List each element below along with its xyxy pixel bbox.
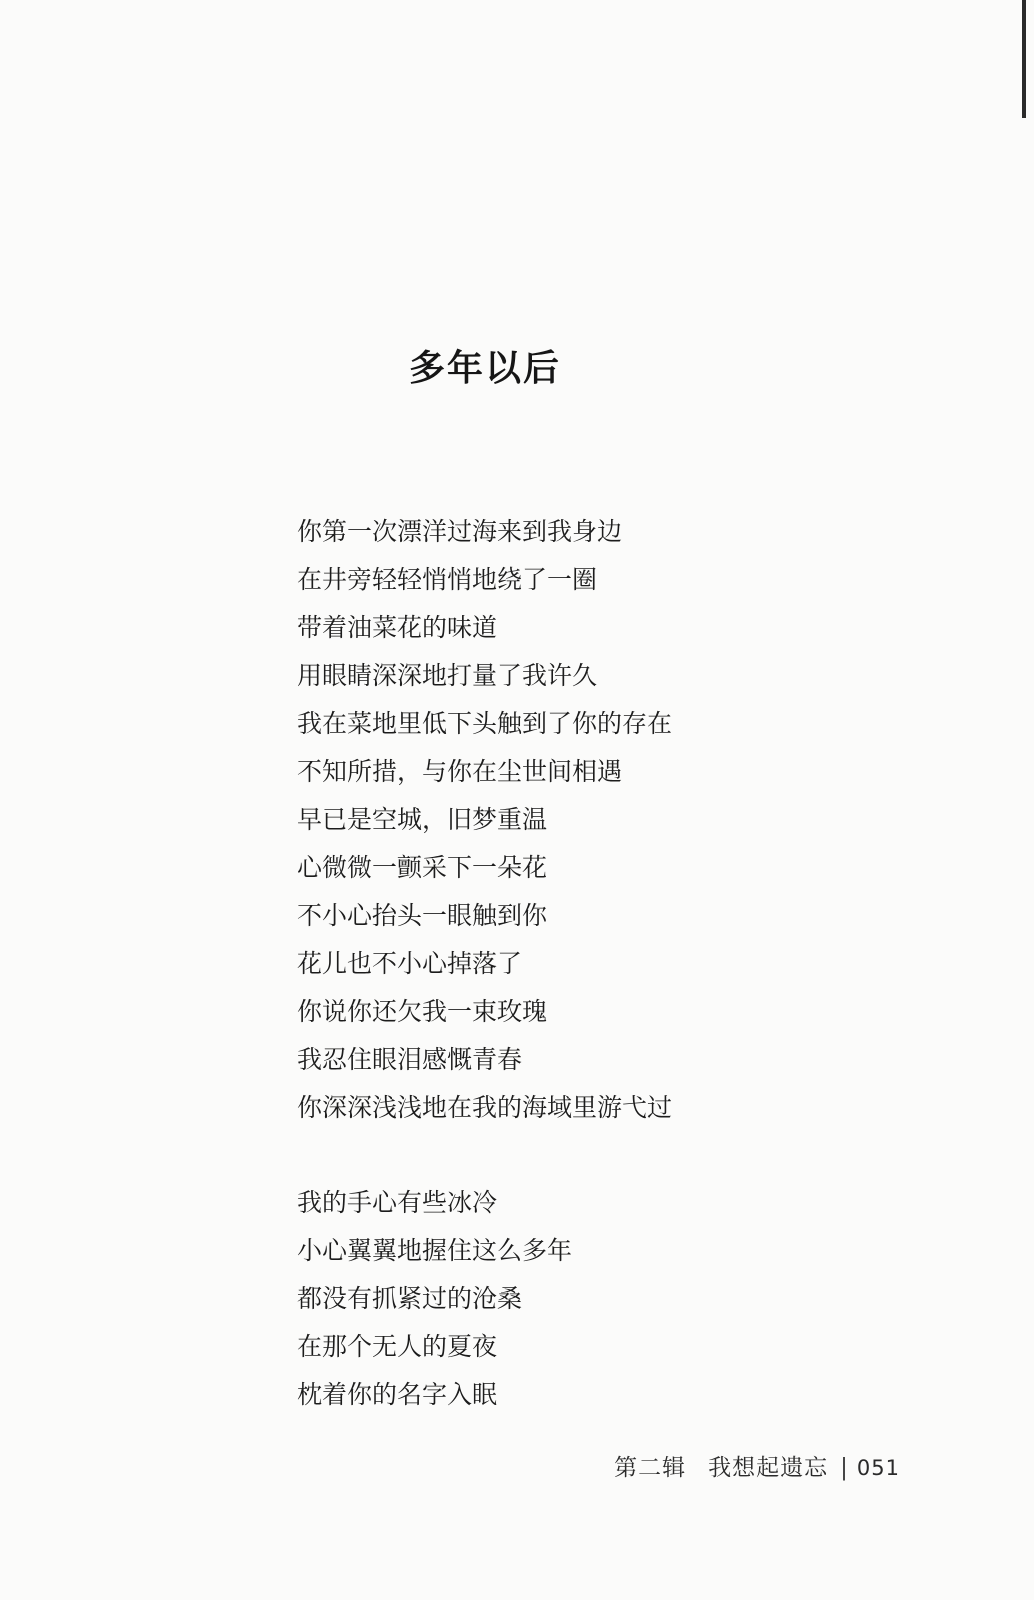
poem-line: 枕着你的名字入眠 — [297, 1380, 498, 1409]
poem-line: 用眼睛深深地打量了我许久 — [297, 661, 598, 690]
footer-separator: | — [840, 1455, 849, 1481]
poem-line: 小心翼翼地握住这么多年 — [297, 1236, 573, 1265]
page-number: 051 — [856, 1456, 900, 1480]
footer-section: 第二辑 — [614, 1455, 687, 1481]
poem-line: 早已是空城，旧梦重温 — [297, 805, 548, 834]
poem-line: 在那个无人的夏夜 — [297, 1332, 498, 1361]
poem-line: 我在菜地里低下头触到了你的存在 — [297, 709, 673, 738]
poem-line: 带着油菜花的味道 — [297, 613, 498, 642]
page-edge-mark — [1022, 0, 1026, 118]
poem-title: 多年以后 — [408, 347, 561, 389]
poem-line: 你第一次漂洋过海来到我身边 — [297, 517, 623, 546]
poem-line: 你深深浅浅地在我的海域里游弋过 — [297, 1093, 673, 1122]
running-footer — [560, 1448, 900, 1488]
poem-body — [297, 508, 857, 1466]
stanza-2 — [297, 1179, 857, 1419]
poem-line: 不小心抬头一眼触到你 — [297, 901, 548, 930]
footer-chapter: 我想起遗忘 — [708, 1455, 829, 1481]
poem-line: 心微微一颤采下一朵花 — [297, 853, 548, 882]
poem-line: 不知所措，与你在尘世间相遇 — [297, 757, 623, 786]
poem-line: 都没有抓紧过的沧桑 — [297, 1284, 523, 1313]
stanza-1 — [297, 508, 857, 1132]
poem-line: 我的手心有些冰冷 — [297, 1188, 498, 1217]
poem-line: 花儿也不小心掉落了 — [297, 949, 523, 978]
poem-line: 你说你还欠我一束玫瑰 — [297, 997, 548, 1026]
poem-line: 在井旁轻轻悄悄地绕了一圈 — [297, 565, 598, 594]
poem-line: 我忍住眼泪感慨青春 — [297, 1045, 523, 1074]
